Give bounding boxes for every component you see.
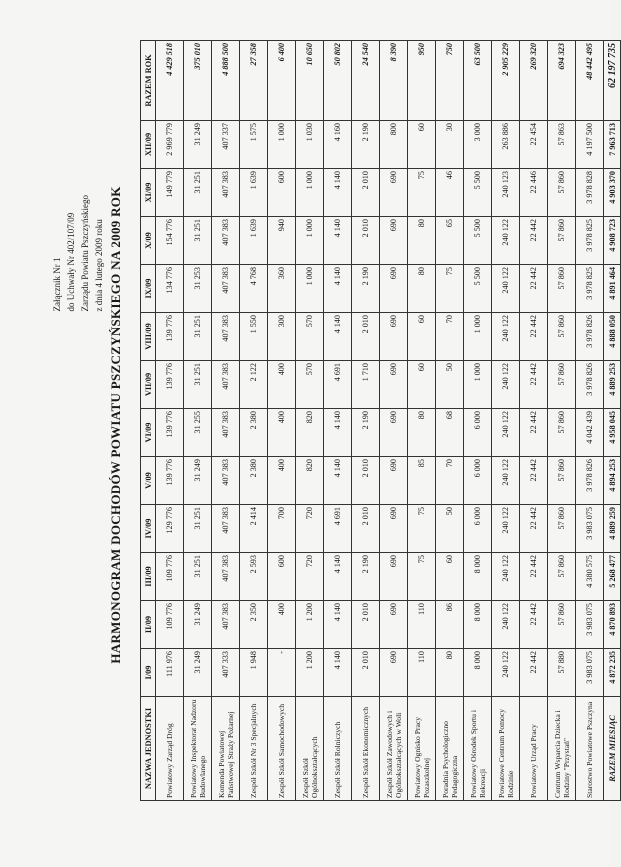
month-value: 31 253 [184,265,212,313]
sum-row [604,41,621,801]
month-value: 22 442 [520,265,548,313]
month-value: 85 [408,457,436,505]
month-value: 240 123 [492,169,520,217]
unit-name: Powiatowy Inspektorat Nadzoru Budowlanego [184,697,212,801]
month-value: 407 383 [212,361,240,409]
month-value: 4 140 [324,649,352,697]
month-value: 22 442 [520,553,548,601]
month-value: 57 860 [548,505,576,553]
month-value: 31 249 [184,601,212,649]
month-value: 690 [380,217,408,265]
month-value: 2 593 [240,553,268,601]
month-value: 4 140 [324,265,352,313]
month-value: 690 [380,169,408,217]
month-value: 690 [380,265,408,313]
month-value: 57 860 [548,265,576,313]
month-value: 690 [380,457,408,505]
month-value: 22 442 [520,457,548,505]
table-row [324,41,352,801]
month-value: 407 383 [212,505,240,553]
month-value: 4 380 575 [576,553,604,601]
month-value: 720 [296,505,324,553]
month-value: 60 [408,313,436,361]
month-value: 57 880 [548,649,576,697]
month-value: 139 776 [156,409,184,457]
month-value: 22 454 [520,121,548,169]
month-value: 70 [436,457,464,505]
month-value: 5 500 [464,217,492,265]
month-value: 4 140 [324,601,352,649]
table-row [352,41,380,801]
month-value: 240 122 [492,217,520,265]
month-value: 2 350 [240,601,268,649]
month-value: 4 197 500 [576,121,604,169]
month-value: 8 000 [464,601,492,649]
month-value: 820 [296,409,324,457]
column-header: XII/09 [141,121,156,169]
column-header: IX/09 [141,265,156,313]
month-value: 600 [268,169,296,217]
month-value: 86 [436,601,464,649]
month-value: 2 380 [240,409,268,457]
month-value: 57 860 [548,313,576,361]
month-value: 690 [380,361,408,409]
month-value: 75 [408,553,436,601]
month-value: 407 383 [212,169,240,217]
month-value: 4 140 [324,409,352,457]
unit-name: Powiatowy Ośrodek Sportu i Rekreacji [464,697,492,801]
month-value: 75 [436,265,464,313]
month-value: 139 776 [156,361,184,409]
month-value: 31 249 [184,457,212,505]
month-value: 2 010 [352,169,380,217]
unit-name: Zespół Szkół Ogólnokształcących [296,697,324,801]
month-value: 57 860 [548,553,576,601]
month-sum: 4 870 893 [604,601,621,649]
table-row [212,41,240,801]
month-value: 3 978 825 [576,217,604,265]
month-value: 57 860 [548,457,576,505]
unit-name: Powiatowe Centrum Pomocy Rodzinie [492,697,520,801]
month-value: 5 500 [464,169,492,217]
row-total: 27 358 [240,41,268,121]
sum-label: RAZEM MIESIĄC [604,697,621,801]
month-value: 57 860 [548,217,576,265]
month-value: 407 383 [212,553,240,601]
month-value: 4 691 [324,505,352,553]
month-value: 407 383 [212,265,240,313]
row-total: 50 802 [324,41,352,121]
month-value: 2 010 [352,505,380,553]
month-value: 60 [408,121,436,169]
month-value: 570 [296,361,324,409]
month-sum: 4 889 253 [604,361,621,409]
month-value: 65 [436,217,464,265]
month-value: 57 860 [548,169,576,217]
month-sum: 7 963 713 [604,121,621,169]
month-value: 50 [436,361,464,409]
month-value: 4 140 [324,553,352,601]
month-value: 22 442 [520,601,548,649]
month-value: 68 [436,409,464,457]
month-value: 240 122 [492,457,520,505]
month-value: 22 442 [520,313,548,361]
month-value: 1 639 [240,169,268,217]
month-value: 2 190 [352,553,380,601]
table-body [156,41,621,801]
month-value: 700 [268,505,296,553]
month-value: 111 976 [156,649,184,697]
unit-name: Zespół Szkół Ekonomicznych [352,697,380,801]
month-sum: 4 889 259 [604,505,621,553]
row-total: 24 540 [352,41,380,121]
document-title: HARMONOGRAM DOCHODÓW POWIATU PSZCZYŃSKIEGO NA 2009 ROK [108,186,123,664]
month-value: 1 000 [296,169,324,217]
table-row [548,41,576,801]
row-total: 8 390 [380,41,408,121]
month-value: 75 [408,505,436,553]
month-value: 6 000 [464,457,492,505]
month-value: 1 575 [240,121,268,169]
month-value: 300 [268,313,296,361]
month-value: 4 691 [324,361,352,409]
table-row [436,41,464,801]
month-value: 1 948 [240,649,268,697]
month-value: - [268,649,296,697]
month-value: 57 860 [548,601,576,649]
month-value: 407 333 [212,649,240,697]
grand-total: 62 197 735 [604,41,621,121]
unit-name: Komenda Powiatowej Państwowej Straży Pożarnej [212,697,240,801]
month-value: 6 000 [464,409,492,457]
unit-name: Centrum Wsparcia Dziecka i Rodziny "Przystań" [548,697,576,801]
month-value: 2 190 [352,265,380,313]
month-value: 1 000 [296,217,324,265]
month-value: 57 860 [548,409,576,457]
month-value: 31 251 [184,217,212,265]
month-value: 400 [268,361,296,409]
month-value: 139 776 [156,313,184,361]
month-value: 240 122 [492,265,520,313]
annex-line: Zarządu Powiatu Pszczyńskiego [80,195,90,312]
month-sum: 4 958 045 [604,409,621,457]
table-row [268,41,296,801]
month-value: 110 [408,601,436,649]
month-value: 240 122 [492,649,520,697]
month-value: 31 251 [184,361,212,409]
row-total: 750 [436,41,464,121]
month-value: 2 010 [352,601,380,649]
table-row [492,41,520,801]
month-value: 240 122 [492,553,520,601]
row-total: 63 500 [464,41,492,121]
column-header: V/09 [141,457,156,505]
month-value: 3 978 828 [576,169,604,217]
row-total: 4 429 518 [156,41,184,121]
month-value: 720 [296,553,324,601]
month-value: 3 000 [464,121,492,169]
column-header: VII/09 [141,361,156,409]
month-value: 22 442 [520,217,548,265]
table-row [464,41,492,801]
month-sum: 4 894 253 [604,457,621,505]
column-header: VIII/09 [141,313,156,361]
column-header: III/09 [141,553,156,601]
month-value: 1 639 [240,217,268,265]
table-row [380,41,408,801]
unit-name: Zespół Szkół Nr 3 Specjalnych [240,697,268,801]
month-value: 263 886 [492,121,520,169]
month-value: 407 337 [212,121,240,169]
month-value: 154 776 [156,217,184,265]
month-value: 2 010 [352,457,380,505]
unit-name: Powiatowy Urząd Pracy [520,697,548,801]
column-header: I/09 [141,649,156,697]
month-value: 1 000 [268,121,296,169]
month-value: 22 442 [520,505,548,553]
month-value: 4 140 [324,313,352,361]
month-value: 3 983 075 [576,505,604,553]
month-value: 109 776 [156,553,184,601]
month-sum: 4 908 723 [604,217,621,265]
month-value: 400 [268,601,296,649]
column-header: X/09 [141,217,156,265]
header-row [141,41,156,801]
table-row [296,41,324,801]
month-value: 407 383 [212,409,240,457]
month-value: 2 010 [352,649,380,697]
month-value: 690 [380,505,408,553]
month-value: 240 122 [492,361,520,409]
month-value: 3 978 826 [576,361,604,409]
month-value: 400 [268,457,296,505]
row-total: 950 [408,41,436,121]
month-value: 2 190 [352,409,380,457]
month-value: 57 863 [548,121,576,169]
month-value: 134 776 [156,265,184,313]
unit-name: Powiatowy Ognisko Pracy Pozaszkolnej [408,697,436,801]
month-value: 690 [380,601,408,649]
month-value: 2 190 [352,121,380,169]
table-row [520,41,548,801]
table-row [184,41,212,801]
month-value: 31 251 [184,169,212,217]
month-value: 80 [436,649,464,697]
month-value: 31 251 [184,505,212,553]
month-value: 407 383 [212,217,240,265]
month-value: 22 446 [520,169,548,217]
month-value: 31 251 [184,553,212,601]
month-value: 30 [436,121,464,169]
month-value: 4 140 [324,169,352,217]
month-value: 110 [408,649,436,697]
month-value: 5 500 [464,265,492,313]
month-value: 1 000 [464,313,492,361]
month-value: 820 [296,457,324,505]
unit-name: Zespół Szkół Zawodowych i Ogólnokształcących w Woli [380,697,408,801]
month-value: 2 380 [240,457,268,505]
month-value: 31 249 [184,121,212,169]
month-value: 3 978 825 [576,265,604,313]
column-header: RAZEM ROK [141,41,156,121]
column-header: NAZWA JEDNOSTKI [141,697,156,801]
month-value: 570 [296,313,324,361]
month-value: 240 122 [492,313,520,361]
unit-name: Zespół Szkół Samochodowych [268,697,296,801]
month-value: 690 [380,649,408,697]
column-header: IV/09 [141,505,156,553]
month-value: 22 442 [520,649,548,697]
month-value: 240 122 [492,409,520,457]
row-total: 48 442 495 [576,41,604,121]
month-value: 70 [436,313,464,361]
month-sum: 4 903 370 [604,169,621,217]
month-value: 31 255 [184,409,212,457]
annex-note [50,195,106,311]
month-value: 1 710 [352,361,380,409]
month-value: 109 776 [156,601,184,649]
month-value: 800 [380,121,408,169]
month-value: 8 000 [464,553,492,601]
month-value: 240 122 [492,601,520,649]
column-header: II/09 [141,601,156,649]
table-row [576,41,604,801]
month-value: 4 140 [324,217,352,265]
month-value: 940 [268,217,296,265]
table-row [240,41,268,801]
month-value: 57 860 [548,361,576,409]
row-total: 6 400 [268,41,296,121]
month-value: 600 [268,553,296,601]
row-total: 2 905 229 [492,41,520,121]
month-value: 31 251 [184,313,212,361]
month-value: 1 550 [240,313,268,361]
month-value: 690 [380,313,408,361]
annex-line: z dnia 4 lutego 2009 roku [94,219,104,312]
month-value: 139 776 [156,457,184,505]
revenue-schedule-table [140,40,621,801]
month-value: 2 414 [240,505,268,553]
month-value: 50 [436,505,464,553]
unit-name: Zespół Szkół Rolniczych [324,697,352,801]
row-total: 694 323 [548,41,576,121]
month-sum: 5 268 477 [604,553,621,601]
month-value: 2 010 [352,217,380,265]
month-value: 4 042 439 [576,409,604,457]
month-value: 22 442 [520,409,548,457]
row-total: 269 320 [520,41,548,121]
row-total: 4 888 500 [212,41,240,121]
month-value: 80 [408,217,436,265]
month-value: 60 [408,361,436,409]
month-value: 149 779 [156,169,184,217]
month-value: 8 000 [464,649,492,697]
month-sum: 4 891 464 [604,265,621,313]
table-row [408,41,436,801]
month-value: 360 [268,265,296,313]
month-value: 407 383 [212,313,240,361]
month-value: 2 010 [352,313,380,361]
month-value: 31 249 [184,649,212,697]
unit-name: Poradnia Psychologiczno Pedagogiczna [436,697,464,801]
month-value: 4 768 [240,265,268,313]
month-value: 1 200 [296,601,324,649]
month-value: 1 030 [296,121,324,169]
month-value: 3 978 826 [576,457,604,505]
month-value: 690 [380,409,408,457]
month-value: 129 776 [156,505,184,553]
month-value: 4 160 [324,121,352,169]
month-value: 690 [380,553,408,601]
month-value: 2 122 [240,361,268,409]
month-value: 407 383 [212,457,240,505]
unit-name: Powiatowy Zarząd Dróg [156,697,184,801]
table-row [156,41,184,801]
annex-line: do Uchwały Nr 402/107/09 [66,212,76,312]
month-value: 1 000 [296,265,324,313]
rotated-content [50,35,618,815]
month-value: 3 978 826 [576,313,604,361]
month-value: 60 [436,553,464,601]
month-value: 80 [408,409,436,457]
row-total: 375 010 [184,41,212,121]
month-value: 80 [408,265,436,313]
month-value: 1 200 [296,649,324,697]
month-value: 4 140 [324,457,352,505]
month-value: 22 442 [520,361,548,409]
column-header: XI/09 [141,169,156,217]
month-value: 3 983 075 [576,649,604,697]
month-value: 400 [268,409,296,457]
month-value: 240 122 [492,505,520,553]
month-value: 75 [408,169,436,217]
month-value: 2 969 779 [156,121,184,169]
month-value: 46 [436,169,464,217]
month-value: 6 000 [464,505,492,553]
month-value: 1 000 [464,361,492,409]
row-total: 10 650 [296,41,324,121]
month-sum: 4 872 235 [604,649,621,697]
month-value: 407 383 [212,601,240,649]
column-header: VI/09 [141,409,156,457]
unit-name: Starostwo Powiatowe Pszczyna [576,697,604,801]
annex-line: Załącznik Nr 1 [52,257,62,312]
month-value: 3 983 075 [576,601,604,649]
month-sum: 4 888 050 [604,313,621,361]
